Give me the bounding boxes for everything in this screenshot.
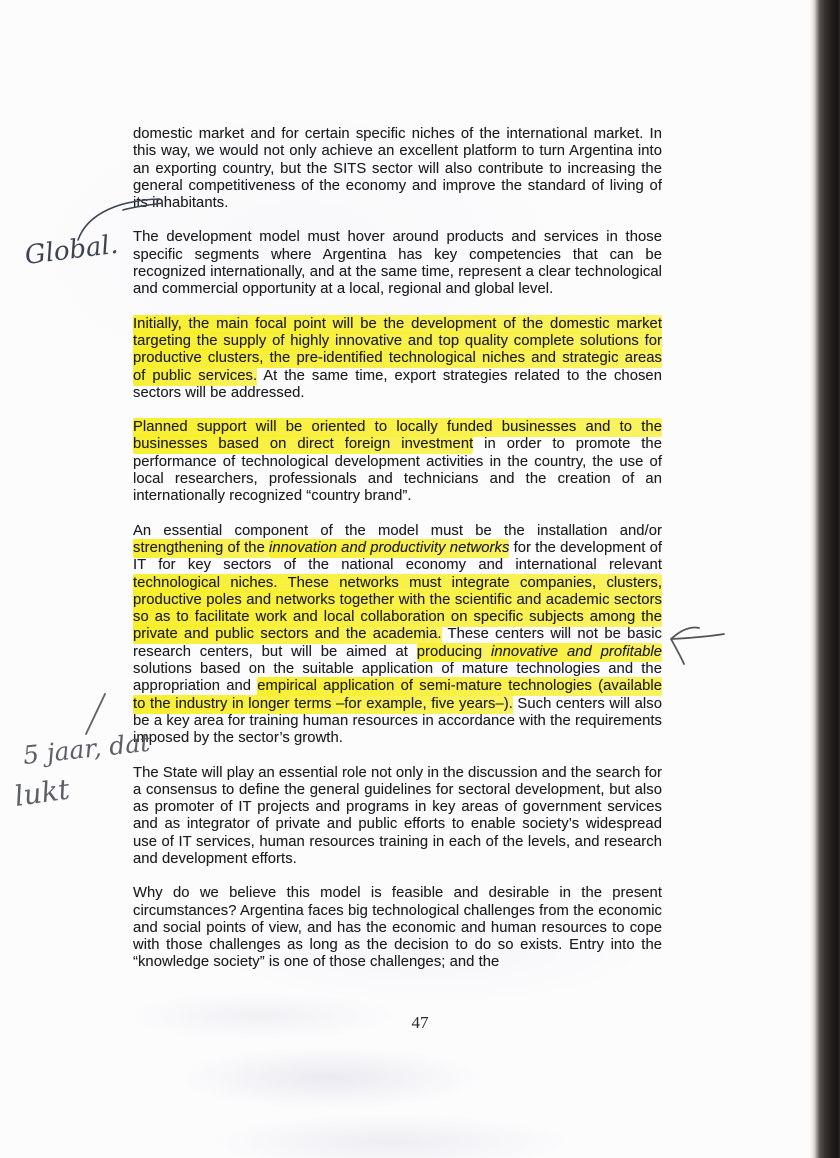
highlighted-text: Initially, the main focal point will be the development of the domestic market targeting the supply of highly innovative and top quality complete solutions for productive clusters, the pre-identified technological niches and strategic areas of public services. bbox=[133, 315, 662, 384]
highlighted-text: innovation and productivity networks bbox=[269, 539, 510, 556]
paragraph-3 bbox=[133, 316, 662, 402]
five-years-note-line2: lukt bbox=[12, 772, 72, 813]
body-text: The State will play an essential role not only in the discussion and the search for a consensus to define the general guidelines for sectoral development, but also as promoter of IT projects and programs in key areas of government services and as integrator of private and public efforts to enable society’s widespread use of IT services, human resources training in each of the levels, and research and development efforts. bbox=[133, 764, 662, 867]
scan-spine-shadow bbox=[810, 0, 840, 1158]
body-text: domestic market and for certain specific niches of the international market. In this way, we would not only achieve an excellent platform to turn Argentina into an exporting country, but the SITS sector will also contribute to increasing the general competitiveness of the economy and improve the standard of living of its inhabitants. bbox=[133, 126, 662, 212]
profitable-arrow bbox=[671, 627, 724, 664]
body-text: At the same time, export strategies related to the chosen sectors will be addressed. bbox=[133, 367, 662, 401]
global-note-text: Global. bbox=[23, 229, 120, 271]
body-text: in order to promote the performance of technological development activities in the country, the use of local researchers, professionals and technicians and the creation of an internationally recognized “country brand”. bbox=[133, 436, 662, 505]
body-text: An essential component of the model must be the installation and/or bbox=[133, 522, 662, 539]
body-text: Such centers will also be a key area for training human resources in accordance with the requirements imposed by the sector’s growth. bbox=[133, 695, 662, 747]
body-text: for the development of IT for key sectors of the national economy and international relevant bbox=[133, 539, 663, 574]
highlighted-text: innovative and profitable bbox=[491, 643, 662, 660]
body-text: Why do we believe this model is feasible and desirable in the present circumstances? Argentina faces big technological challenges from the economic and social points of view, and has the economic and human resources to cope with those challenges as long as the decision to do so exists. Entry into the “knowledge society” is one of those challenges; and the bbox=[133, 885, 662, 971]
highlighted-text: strengthening of the bbox=[133, 539, 270, 556]
body-text: The development model must hover around products and services in those specific segments where Argentina has key competencies that can be recognized internationally, and at the same time, represent a clear technological and commercial opportunity at a local, regional and global level. bbox=[133, 229, 662, 298]
document-body bbox=[133, 126, 662, 989]
five-years-note-pointer bbox=[86, 694, 105, 734]
paragraph-6 bbox=[133, 765, 662, 869]
highlighted-text: Planned support will be oriented to locally funded businesses and to the businesses based on direct foreign investment bbox=[133, 419, 662, 453]
paragraph-4 bbox=[133, 419, 662, 505]
body-text: solutions based on the suitable application of mature technologies and the appropriation and bbox=[133, 661, 662, 695]
paragraph-5 bbox=[133, 523, 662, 748]
body-text: These centers will not be basic research centers, but will be aimed at bbox=[133, 626, 662, 660]
paragraph-1 bbox=[133, 126, 662, 212]
highlighted-text: producing bbox=[416, 643, 492, 660]
five-years-note-line1: 5 jaar, dat bbox=[21, 727, 152, 770]
page-number: 47 bbox=[411, 1013, 429, 1032]
highlighted-text: empirical application of semi-mature technologies (available to the industry in longer terms –for example, five years–). bbox=[133, 678, 662, 712]
paragraph-7 bbox=[133, 885, 662, 971]
highlighted-text: technological niches. These networks must integrate companies, clusters, productive poles and networks together with the scientific and academic sectors so as to facilitate work and local collaboration on specific subjects among the private and public sectors and the academia. bbox=[133, 574, 662, 643]
paragraph-2 bbox=[133, 229, 662, 298]
